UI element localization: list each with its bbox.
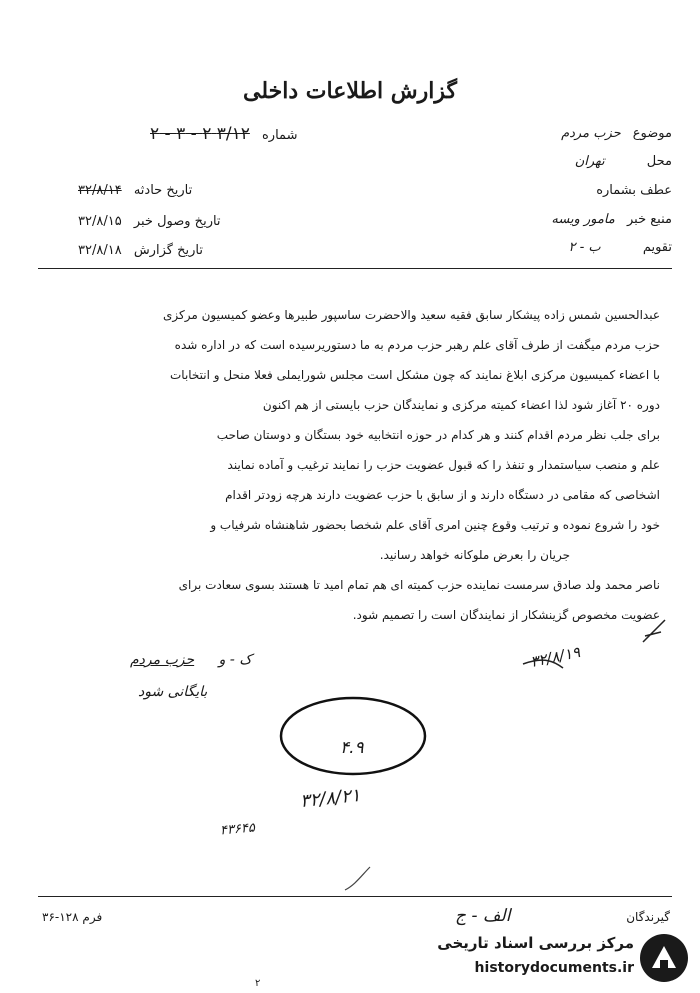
- number-value: ۳/۱۲ ۲ - ۳ - ۲: [150, 124, 250, 144]
- body-line: با اعضاء کمیسیون مرکزی ابلاغ نمایند که چون مشکل است مجلس شورایملی فعلا منحل و انتخابات: [169, 368, 660, 382]
- place-label: محل: [646, 154, 672, 169]
- scribble-mark-icon: [340, 865, 380, 895]
- watermark-fa: مرکز بررسی اسناد تاریخی: [437, 934, 634, 952]
- body-line: اشخاصی که مقامی در دستگاه دارند و از سابق با حزب عضویت دارند هرچه زودتر اقدام: [225, 488, 660, 502]
- signature-prefix: ک - و: [218, 652, 252, 668]
- watermark-en: historydocuments.ir: [474, 960, 634, 976]
- source-value: مامور ویسه: [551, 212, 615, 227]
- document-title: گزارش اطلاعات داخلی: [243, 78, 457, 104]
- event-date-field: [78, 183, 192, 198]
- event-date-value: ۳۲/۸/۱۴: [78, 183, 122, 198]
- body-line: ناصر محمد ولد صادق سرمست نماینده حزب کمیته ای هم تمام امید تا هستند بسوی سعادت برای: [178, 578, 660, 592]
- source-label: منبع خبر: [627, 212, 672, 227]
- page-number: ۲: [255, 978, 261, 989]
- watermark-logo: [392, 930, 692, 988]
- number-field: [150, 124, 297, 144]
- evaluation-label: تقویم: [642, 240, 672, 255]
- ref-label: عطف بشماره: [596, 183, 672, 198]
- ref-field: [588, 183, 672, 198]
- signature-line2: بایگانی شود: [138, 684, 208, 700]
- signature-line1: [130, 652, 252, 668]
- evaluation-field: [568, 240, 672, 255]
- recipients-value: الف - ج: [455, 906, 511, 926]
- body-line: دوره ۲۰ آغاز شود لذا اعضاء کمیته مرکزی و نمایندگان حزب بایستی از هم اکنون: [262, 398, 660, 412]
- received-date-field: [78, 214, 221, 229]
- body-line: حزب مردم میگفت از طرف آقای علم رهبر حزب مردم به ما دستوریرسیده است که در اداره شده: [174, 338, 660, 352]
- report-date-label: تاریخ گزارش: [133, 243, 203, 258]
- subject-field: [561, 126, 672, 141]
- body-line: علم و منصب سیاستمدار و تنفذ را که قبول عضویت حزب را نمایند ترغیب و آماده نمایند: [227, 458, 660, 472]
- received-date-label: تاریخ وصول خبر: [133, 214, 221, 229]
- subject-label: موضوع: [632, 126, 672, 141]
- stamp-ellipse-icon: [278, 695, 428, 777]
- source-field: [551, 212, 672, 227]
- form-code: فرم ۱۲۸-۳۶: [42, 910, 103, 924]
- signature-party: حزب مردم: [130, 652, 195, 668]
- body-line: جریان را بعرض ملوکانه خواهد رسانید.: [379, 548, 570, 562]
- event-date-label: تاریخ حادثه: [133, 183, 193, 198]
- recipients-label: گیرندگان: [626, 910, 670, 924]
- report-date-value: ۳۲/۸/۱۸: [78, 243, 122, 258]
- body-line: عبدالحسین شمس زاده پیشکار سابق فقیه سعید والاحضرت ساسپور طبیرها وعضو کمیسیون مرکزی: [163, 308, 660, 322]
- annotation-date: ۳۲/۸/۱۹: [528, 642, 582, 672]
- number-label: شماره: [262, 128, 298, 143]
- stamp-date: ۳۲/۸/۲۱: [299, 784, 362, 813]
- place-value: تهران: [574, 154, 605, 169]
- body-line: برای جلب نظر مردم اقدام کنند و هر کدام در حوزه انتخابیه خود بستگان و دوستان صاحب: [216, 428, 660, 442]
- received-date-value: ۳۲/۸/۱۵: [78, 214, 122, 229]
- place-field: [575, 154, 672, 169]
- report-body: [50, 300, 660, 630]
- annotation-scribble-icon: [515, 612, 675, 672]
- report-date-field: [78, 243, 203, 258]
- subject-value: حزب مردم: [561, 126, 621, 141]
- body-line: خود را شروع نموده و ترتیب وقوع چنین امری آقای علم شخصا بحضور شاهنشاه شرفیاب و: [210, 518, 660, 532]
- body-line: عضویت مخصوص گزینشکار از نمایندگان است را تصمیم شود.: [352, 608, 660, 622]
- archive-logo-icon: [638, 932, 690, 984]
- stamp-extra: ۴۳۶۴۵: [219, 820, 256, 839]
- header-divider: [38, 268, 672, 269]
- stamp-number: ۴.۹: [340, 738, 364, 758]
- footer-divider: [38, 896, 672, 897]
- evaluation-value: ب - ۲: [568, 240, 601, 255]
